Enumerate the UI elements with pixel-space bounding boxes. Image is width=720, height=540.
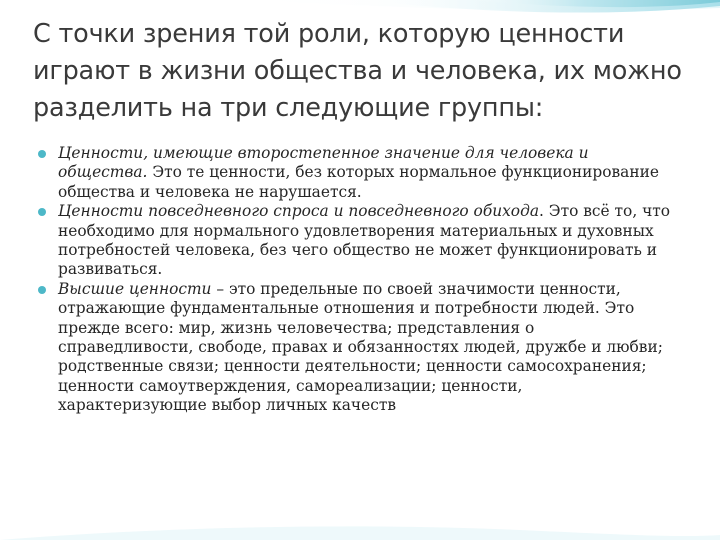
list-item: [36, 144, 671, 202]
item-text: . Это всё то, что необходимо для нормального удовлетворения материальных и духовных потребностей человека, без чего общество не может функционировать и развиваться.: [58, 202, 671, 279]
list-item: [36, 202, 671, 280]
item-text: Это те ценности, без которых нормальное функционирование общества и человека не нарушается.: [58, 163, 659, 201]
item-emphasis: Высшие ценности: [58, 279, 212, 298]
bullet-icon: [38, 150, 46, 158]
bullet-icon: [38, 208, 46, 216]
item-text: – это предельные по своей значимости ценности, отражающие фундаментальные отношения и потребности людей. Это прежде всего: мир, жизнь человечества; представления о справедливости, свободе, правах и обязанностях людей, дружбе и любви; родственные связи; ценности деятельности; ценности самосохранения; ценности самоутверждения, самореализации; ценности, характеризующие выбор личных качеств: [58, 279, 663, 415]
item-emphasis: Ценности, имеющие второстепенное значение для человека и общества.: [58, 144, 589, 182]
slide-title: С точки зрения той роли, которую ценности играют в жизни общества и человека, их можно разделить на три следующие группы:: [33, 19, 682, 123]
bullet-list: [36, 144, 671, 416]
bullet-icon: [38, 286, 46, 294]
item-emphasis: Ценности повседневного спроса и повседневного обихода: [58, 202, 540, 221]
wave-shape-bottom: [0, 526, 720, 540]
list-item: [36, 280, 671, 416]
